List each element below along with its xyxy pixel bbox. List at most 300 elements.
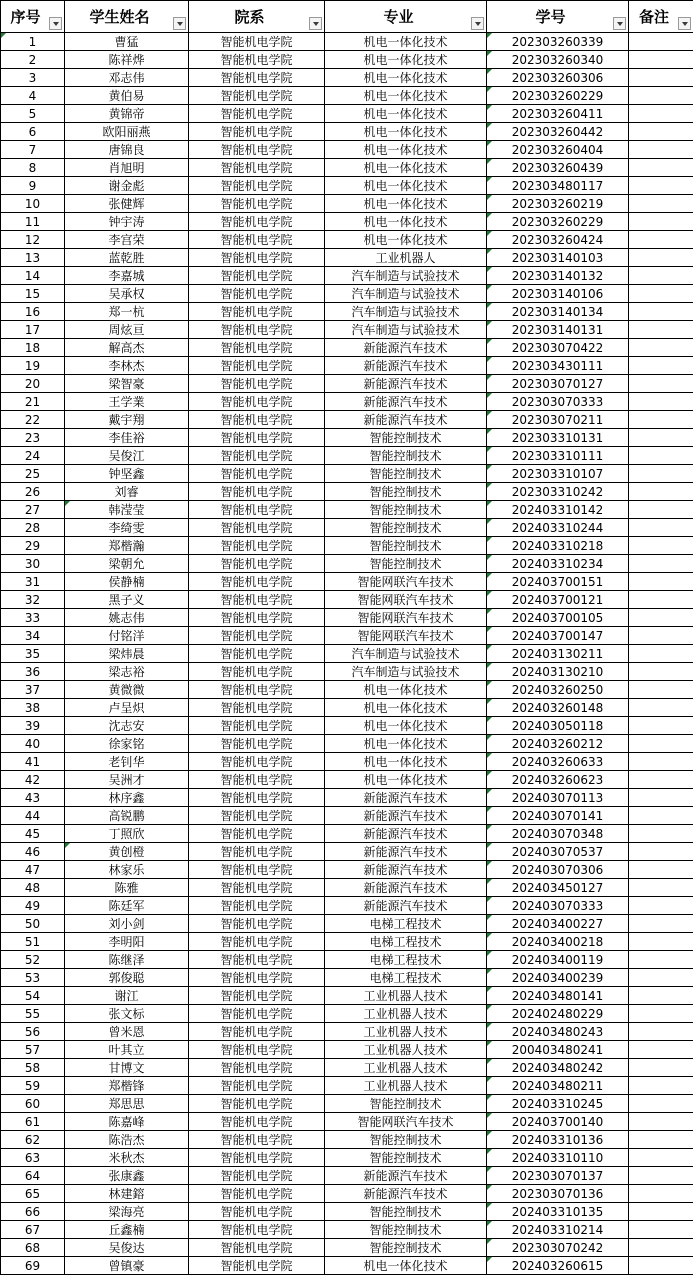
index-cell[interactable]: 26 bbox=[1, 483, 65, 501]
major-cell[interactable]: 机电一体化技术 bbox=[325, 87, 487, 105]
index-cell[interactable]: 53 bbox=[1, 969, 65, 987]
student-id-cell[interactable]: 202303140134 bbox=[487, 303, 629, 321]
major-cell[interactable]: 智能网联汽车技术 bbox=[325, 609, 487, 627]
student-id-cell[interactable]: 202303260219 bbox=[487, 195, 629, 213]
department-cell[interactable]: 智能机电学院 bbox=[189, 609, 325, 627]
department-cell[interactable]: 智能机电学院 bbox=[189, 375, 325, 393]
name-cell[interactable]: 邓志伟 bbox=[65, 69, 189, 87]
remarks-cell[interactable] bbox=[629, 51, 693, 69]
index-cell[interactable]: 12 bbox=[1, 231, 65, 249]
major-cell[interactable]: 智能控制技术 bbox=[325, 555, 487, 573]
name-cell[interactable]: 陈继泽 bbox=[65, 951, 189, 969]
department-cell[interactable]: 智能机电学院 bbox=[189, 825, 325, 843]
name-cell[interactable]: 老钊华 bbox=[65, 753, 189, 771]
department-cell[interactable]: 智能机电学院 bbox=[189, 393, 325, 411]
student-id-cell[interactable]: 202303140103 bbox=[487, 249, 629, 267]
name-cell[interactable]: 曹猛 bbox=[65, 33, 189, 51]
student-id-cell[interactable]: 202303140131 bbox=[487, 321, 629, 339]
name-cell[interactable]: 吴洲才 bbox=[65, 771, 189, 789]
name-cell[interactable]: 唐锦良 bbox=[65, 141, 189, 159]
index-cell[interactable]: 13 bbox=[1, 249, 65, 267]
student-id-cell[interactable]: 202403400218 bbox=[487, 933, 629, 951]
remarks-cell[interactable] bbox=[629, 321, 693, 339]
remarks-cell[interactable] bbox=[629, 627, 693, 645]
major-cell[interactable]: 机电一体化技术 bbox=[325, 195, 487, 213]
name-cell[interactable]: 陈祥烨 bbox=[65, 51, 189, 69]
major-cell[interactable]: 工业机器人技术 bbox=[325, 1005, 487, 1023]
department-cell[interactable]: 智能机电学院 bbox=[189, 429, 325, 447]
remarks-cell[interactable] bbox=[629, 825, 693, 843]
remarks-cell[interactable] bbox=[629, 33, 693, 51]
student-id-cell[interactable]: 202403700105 bbox=[487, 609, 629, 627]
department-cell[interactable]: 智能机电学院 bbox=[189, 231, 325, 249]
major-cell[interactable]: 工业机器人技术 bbox=[325, 1059, 487, 1077]
index-cell[interactable]: 66 bbox=[1, 1203, 65, 1221]
index-cell[interactable]: 54 bbox=[1, 987, 65, 1005]
remarks-cell[interactable] bbox=[629, 105, 693, 123]
name-cell[interactable]: 钟坚鑫 bbox=[65, 465, 189, 483]
student-id-cell[interactable]: 202303260340 bbox=[487, 51, 629, 69]
student-id-cell[interactable]: 202403700147 bbox=[487, 627, 629, 645]
major-cell[interactable]: 新能源汽车技术 bbox=[325, 789, 487, 807]
major-cell[interactable]: 机电一体化技术 bbox=[325, 735, 487, 753]
student-id-cell[interactable]: 202303310131 bbox=[487, 429, 629, 447]
student-id-cell[interactable]: 202403070306 bbox=[487, 861, 629, 879]
department-cell[interactable]: 智能机电学院 bbox=[189, 1095, 325, 1113]
department-cell[interactable]: 智能机电学院 bbox=[189, 501, 325, 519]
name-cell[interactable]: 黄锦帝 bbox=[65, 105, 189, 123]
department-cell[interactable]: 智能机电学院 bbox=[189, 699, 325, 717]
student-id-cell[interactable]: 202303480117 bbox=[487, 177, 629, 195]
remarks-cell[interactable] bbox=[629, 249, 693, 267]
filter-dropdown-icon[interactable] bbox=[173, 17, 186, 30]
name-cell[interactable]: 李嘉城 bbox=[65, 267, 189, 285]
index-cell[interactable]: 67 bbox=[1, 1221, 65, 1239]
department-cell[interactable]: 智能机电学院 bbox=[189, 1131, 325, 1149]
index-cell[interactable]: 37 bbox=[1, 681, 65, 699]
department-cell[interactable]: 智能机电学院 bbox=[189, 879, 325, 897]
student-id-cell[interactable]: 202403310142 bbox=[487, 501, 629, 519]
major-cell[interactable]: 新能源汽车技术 bbox=[325, 357, 487, 375]
student-id-cell[interactable]: 202303430111 bbox=[487, 357, 629, 375]
remarks-cell[interactable] bbox=[629, 843, 693, 861]
index-cell[interactable]: 18 bbox=[1, 339, 65, 357]
department-cell[interactable]: 智能机电学院 bbox=[189, 987, 325, 1005]
name-cell[interactable]: 欧阳丽燕 bbox=[65, 123, 189, 141]
department-cell[interactable]: 智能机电学院 bbox=[189, 897, 325, 915]
major-cell[interactable]: 智能控制技术 bbox=[325, 483, 487, 501]
major-cell[interactable]: 新能源汽车技术 bbox=[325, 411, 487, 429]
remarks-cell[interactable] bbox=[629, 303, 693, 321]
index-cell[interactable]: 40 bbox=[1, 735, 65, 753]
student-id-cell[interactable]: 202403310218 bbox=[487, 537, 629, 555]
remarks-cell[interactable] bbox=[629, 591, 693, 609]
major-cell[interactable]: 智能网联汽车技术 bbox=[325, 1113, 487, 1131]
index-cell[interactable]: 14 bbox=[1, 267, 65, 285]
student-id-cell[interactable]: 202403260148 bbox=[487, 699, 629, 717]
remarks-cell[interactable] bbox=[629, 1203, 693, 1221]
index-cell[interactable]: 16 bbox=[1, 303, 65, 321]
major-cell[interactable]: 汽车制造与试验技术 bbox=[325, 663, 487, 681]
student-id-cell[interactable]: 202403450127 bbox=[487, 879, 629, 897]
name-cell[interactable]: 沈志安 bbox=[65, 717, 189, 735]
major-cell[interactable]: 机电一体化技术 bbox=[325, 33, 487, 51]
student-id-cell[interactable]: 202303310111 bbox=[487, 447, 629, 465]
name-cell[interactable]: 姚志伟 bbox=[65, 609, 189, 627]
major-cell[interactable]: 智能控制技术 bbox=[325, 1095, 487, 1113]
major-cell[interactable]: 机电一体化技术 bbox=[325, 141, 487, 159]
name-cell[interactable]: 曾米恩 bbox=[65, 1023, 189, 1041]
major-cell[interactable]: 智能控制技术 bbox=[325, 1149, 487, 1167]
remarks-cell[interactable] bbox=[629, 1239, 693, 1257]
name-cell[interactable]: 梁朝允 bbox=[65, 555, 189, 573]
department-cell[interactable]: 智能机电学院 bbox=[189, 285, 325, 303]
student-id-cell[interactable]: 202303070211 bbox=[487, 411, 629, 429]
student-id-cell[interactable]: 202303260442 bbox=[487, 123, 629, 141]
name-cell[interactable]: 陈廷军 bbox=[65, 897, 189, 915]
index-cell[interactable]: 38 bbox=[1, 699, 65, 717]
remarks-cell[interactable] bbox=[629, 681, 693, 699]
name-cell[interactable]: 李明阳 bbox=[65, 933, 189, 951]
major-cell[interactable]: 工业机器人技术 bbox=[325, 1077, 487, 1095]
major-cell[interactable]: 新能源汽车技术 bbox=[325, 825, 487, 843]
remarks-cell[interactable] bbox=[629, 375, 693, 393]
student-id-cell[interactable]: 202403310110 bbox=[487, 1149, 629, 1167]
student-id-cell[interactable]: 202403260623 bbox=[487, 771, 629, 789]
remarks-cell[interactable] bbox=[629, 429, 693, 447]
major-cell[interactable]: 电梯工程技术 bbox=[325, 915, 487, 933]
index-cell[interactable]: 9 bbox=[1, 177, 65, 195]
department-cell[interactable]: 智能机电学院 bbox=[189, 627, 325, 645]
student-id-cell[interactable]: 202403070348 bbox=[487, 825, 629, 843]
index-cell[interactable]: 20 bbox=[1, 375, 65, 393]
major-cell[interactable]: 智能控制技术 bbox=[325, 465, 487, 483]
name-cell[interactable]: 梁智豪 bbox=[65, 375, 189, 393]
department-cell[interactable]: 智能机电学院 bbox=[189, 411, 325, 429]
major-cell[interactable]: 新能源汽车技术 bbox=[325, 861, 487, 879]
department-cell[interactable]: 智能机电学院 bbox=[189, 663, 325, 681]
remarks-cell[interactable] bbox=[629, 1095, 693, 1113]
major-cell[interactable]: 新能源汽车技术 bbox=[325, 897, 487, 915]
index-cell[interactable]: 45 bbox=[1, 825, 65, 843]
index-cell[interactable]: 3 bbox=[1, 69, 65, 87]
department-cell[interactable]: 智能机电学院 bbox=[189, 951, 325, 969]
index-cell[interactable]: 34 bbox=[1, 627, 65, 645]
remarks-cell[interactable] bbox=[629, 789, 693, 807]
remarks-cell[interactable] bbox=[629, 699, 693, 717]
student-id-cell[interactable]: 202403480211 bbox=[487, 1077, 629, 1095]
name-cell[interactable]: 解高杰 bbox=[65, 339, 189, 357]
remarks-cell[interactable] bbox=[629, 969, 693, 987]
remarks-cell[interactable] bbox=[629, 879, 693, 897]
department-cell[interactable]: 智能机电学院 bbox=[189, 537, 325, 555]
department-cell[interactable]: 智能机电学院 bbox=[189, 861, 325, 879]
student-id-cell[interactable]: 202403480141 bbox=[487, 987, 629, 1005]
department-cell[interactable]: 智能机电学院 bbox=[189, 915, 325, 933]
department-cell[interactable]: 智能机电学院 bbox=[189, 519, 325, 537]
major-cell[interactable]: 汽车制造与试验技术 bbox=[325, 267, 487, 285]
major-cell[interactable]: 工业机器人技术 bbox=[325, 987, 487, 1005]
major-cell[interactable]: 智能控制技术 bbox=[325, 1239, 487, 1257]
department-cell[interactable]: 智能机电学院 bbox=[189, 1059, 325, 1077]
index-cell[interactable]: 60 bbox=[1, 1095, 65, 1113]
department-cell[interactable]: 智能机电学院 bbox=[189, 843, 325, 861]
student-id-cell[interactable]: 202403070141 bbox=[487, 807, 629, 825]
remarks-cell[interactable] bbox=[629, 177, 693, 195]
department-cell[interactable]: 智能机电学院 bbox=[189, 141, 325, 159]
major-cell[interactable]: 智能控制技术 bbox=[325, 537, 487, 555]
remarks-cell[interactable] bbox=[629, 447, 693, 465]
remarks-cell[interactable] bbox=[629, 393, 693, 411]
name-cell[interactable]: 郑楷瀚 bbox=[65, 537, 189, 555]
department-cell[interactable]: 智能机电学院 bbox=[189, 1113, 325, 1131]
major-cell[interactable]: 新能源汽车技术 bbox=[325, 1167, 487, 1185]
index-cell[interactable]: 2 bbox=[1, 51, 65, 69]
name-cell[interactable]: 刘小剑 bbox=[65, 915, 189, 933]
student-id-cell[interactable]: 202303070333 bbox=[487, 393, 629, 411]
student-id-cell[interactable]: 202403310136 bbox=[487, 1131, 629, 1149]
remarks-cell[interactable] bbox=[629, 231, 693, 249]
index-cell[interactable]: 61 bbox=[1, 1113, 65, 1131]
student-id-cell[interactable]: 202403480242 bbox=[487, 1059, 629, 1077]
name-cell[interactable]: 黄创橙 bbox=[65, 843, 189, 861]
department-cell[interactable]: 智能机电学院 bbox=[189, 483, 325, 501]
name-cell[interactable]: 付铭洋 bbox=[65, 627, 189, 645]
name-cell[interactable]: 叶其立 bbox=[65, 1041, 189, 1059]
index-cell[interactable]: 4 bbox=[1, 87, 65, 105]
name-cell[interactable]: 黄微微 bbox=[65, 681, 189, 699]
major-cell[interactable]: 新能源汽车技术 bbox=[325, 1185, 487, 1203]
index-cell[interactable]: 52 bbox=[1, 951, 65, 969]
remarks-cell[interactable] bbox=[629, 213, 693, 231]
student-id-cell[interactable]: 202303070242 bbox=[487, 1239, 629, 1257]
major-cell[interactable]: 电梯工程技术 bbox=[325, 933, 487, 951]
name-cell[interactable]: 吴俊江 bbox=[65, 447, 189, 465]
name-cell[interactable]: 张健辉 bbox=[65, 195, 189, 213]
remarks-cell[interactable] bbox=[629, 195, 693, 213]
department-cell[interactable]: 智能机电学院 bbox=[189, 1203, 325, 1221]
student-id-cell[interactable]: 202403310244 bbox=[487, 519, 629, 537]
name-cell[interactable]: 曾镇豪 bbox=[65, 1257, 189, 1275]
name-cell[interactable]: 林建鎔 bbox=[65, 1185, 189, 1203]
remarks-cell[interactable] bbox=[629, 771, 693, 789]
major-cell[interactable]: 汽车制造与试验技术 bbox=[325, 321, 487, 339]
department-cell[interactable]: 智能机电学院 bbox=[189, 1005, 325, 1023]
name-cell[interactable]: 侯静楠 bbox=[65, 573, 189, 591]
name-cell[interactable]: 陈雅 bbox=[65, 879, 189, 897]
major-cell[interactable]: 智能控制技术 bbox=[325, 519, 487, 537]
remarks-cell[interactable] bbox=[629, 1185, 693, 1203]
department-cell[interactable]: 智能机电学院 bbox=[189, 573, 325, 591]
remarks-cell[interactable] bbox=[629, 915, 693, 933]
remarks-cell[interactable] bbox=[629, 1077, 693, 1095]
index-cell[interactable]: 21 bbox=[1, 393, 65, 411]
major-cell[interactable]: 机电一体化技术 bbox=[325, 159, 487, 177]
department-cell[interactable]: 智能机电学院 bbox=[189, 33, 325, 51]
index-cell[interactable]: 19 bbox=[1, 357, 65, 375]
index-cell[interactable]: 7 bbox=[1, 141, 65, 159]
name-cell[interactable]: 陈嘉峰 bbox=[65, 1113, 189, 1131]
major-cell[interactable]: 机电一体化技术 bbox=[325, 69, 487, 87]
student-id-cell[interactable]: 202403260250 bbox=[487, 681, 629, 699]
remarks-cell[interactable] bbox=[629, 609, 693, 627]
student-id-cell[interactable]: 202303260229 bbox=[487, 213, 629, 231]
student-id-cell[interactable]: 202403310234 bbox=[487, 555, 629, 573]
major-cell[interactable]: 机电一体化技术 bbox=[325, 213, 487, 231]
student-id-cell[interactable]: 202303140132 bbox=[487, 267, 629, 285]
major-cell[interactable]: 新能源汽车技术 bbox=[325, 843, 487, 861]
department-cell[interactable]: 智能机电学院 bbox=[189, 195, 325, 213]
index-cell[interactable]: 29 bbox=[1, 537, 65, 555]
major-cell[interactable]: 电梯工程技术 bbox=[325, 951, 487, 969]
major-cell[interactable]: 汽车制造与试验技术 bbox=[325, 303, 487, 321]
name-cell[interactable]: 谢金彪 bbox=[65, 177, 189, 195]
index-cell[interactable]: 41 bbox=[1, 753, 65, 771]
department-cell[interactable]: 智能机电学院 bbox=[189, 1023, 325, 1041]
major-cell[interactable]: 智能控制技术 bbox=[325, 1221, 487, 1239]
index-cell[interactable]: 25 bbox=[1, 465, 65, 483]
major-cell[interactable]: 智能控制技术 bbox=[325, 429, 487, 447]
index-cell[interactable]: 44 bbox=[1, 807, 65, 825]
major-cell[interactable]: 智能控制技术 bbox=[325, 1203, 487, 1221]
major-cell[interactable]: 汽车制造与试验技术 bbox=[325, 645, 487, 663]
student-id-cell[interactable]: 202403260633 bbox=[487, 753, 629, 771]
name-cell[interactable]: 丁照欣 bbox=[65, 825, 189, 843]
student-id-cell[interactable]: 202403070537 bbox=[487, 843, 629, 861]
index-cell[interactable]: 49 bbox=[1, 897, 65, 915]
name-cell[interactable]: 梁志裕 bbox=[65, 663, 189, 681]
index-cell[interactable]: 33 bbox=[1, 609, 65, 627]
department-cell[interactable]: 智能机电学院 bbox=[189, 339, 325, 357]
student-id-cell[interactable]: 202403400239 bbox=[487, 969, 629, 987]
major-cell[interactable]: 新能源汽车技术 bbox=[325, 879, 487, 897]
index-cell[interactable]: 48 bbox=[1, 879, 65, 897]
index-cell[interactable]: 35 bbox=[1, 645, 65, 663]
name-cell[interactable]: 李佳裕 bbox=[65, 429, 189, 447]
student-id-cell[interactable]: 202403310214 bbox=[487, 1221, 629, 1239]
student-id-cell[interactable]: 202303260411 bbox=[487, 105, 629, 123]
major-cell[interactable]: 智能控制技术 bbox=[325, 1131, 487, 1149]
department-cell[interactable]: 智能机电学院 bbox=[189, 447, 325, 465]
index-cell[interactable]: 23 bbox=[1, 429, 65, 447]
student-id-cell[interactable]: 202303070136 bbox=[487, 1185, 629, 1203]
filter-dropdown-icon[interactable] bbox=[471, 17, 484, 30]
remarks-cell[interactable] bbox=[629, 951, 693, 969]
department-cell[interactable]: 智能机电学院 bbox=[189, 1185, 325, 1203]
name-cell[interactable]: 黑子义 bbox=[65, 591, 189, 609]
department-cell[interactable]: 智能机电学院 bbox=[189, 1149, 325, 1167]
remarks-cell[interactable] bbox=[629, 411, 693, 429]
major-cell[interactable]: 机电一体化技术 bbox=[325, 753, 487, 771]
index-cell[interactable]: 31 bbox=[1, 573, 65, 591]
index-cell[interactable]: 63 bbox=[1, 1149, 65, 1167]
remarks-cell[interactable] bbox=[629, 735, 693, 753]
remarks-cell[interactable] bbox=[629, 717, 693, 735]
student-id-cell[interactable]: 202403400227 bbox=[487, 915, 629, 933]
index-cell[interactable]: 50 bbox=[1, 915, 65, 933]
department-cell[interactable]: 智能机电学院 bbox=[189, 177, 325, 195]
major-cell[interactable]: 机电一体化技术 bbox=[325, 717, 487, 735]
major-cell[interactable]: 汽车制造与试验技术 bbox=[325, 285, 487, 303]
remarks-cell[interactable] bbox=[629, 69, 693, 87]
name-cell[interactable]: 米秋杰 bbox=[65, 1149, 189, 1167]
student-id-cell[interactable]: 202303070127 bbox=[487, 375, 629, 393]
name-cell[interactable]: 林序鑫 bbox=[65, 789, 189, 807]
index-cell[interactable]: 47 bbox=[1, 861, 65, 879]
index-cell[interactable]: 68 bbox=[1, 1239, 65, 1257]
filter-dropdown-icon[interactable] bbox=[309, 17, 322, 30]
department-cell[interactable]: 智能机电学院 bbox=[189, 249, 325, 267]
major-cell[interactable]: 新能源汽车技术 bbox=[325, 807, 487, 825]
student-id-cell[interactable]: 202403260615 bbox=[487, 1257, 629, 1275]
index-cell[interactable]: 24 bbox=[1, 447, 65, 465]
department-cell[interactable]: 智能机电学院 bbox=[189, 87, 325, 105]
name-cell[interactable]: 黄伯易 bbox=[65, 87, 189, 105]
department-cell[interactable]: 智能机电学院 bbox=[189, 591, 325, 609]
remarks-cell[interactable] bbox=[629, 123, 693, 141]
remarks-cell[interactable] bbox=[629, 933, 693, 951]
index-cell[interactable]: 69 bbox=[1, 1257, 65, 1275]
department-cell[interactable]: 智能机电学院 bbox=[189, 1077, 325, 1095]
remarks-cell[interactable] bbox=[629, 285, 693, 303]
remarks-cell[interactable] bbox=[629, 555, 693, 573]
major-cell[interactable]: 智能控制技术 bbox=[325, 501, 487, 519]
department-cell[interactable]: 智能机电学院 bbox=[189, 51, 325, 69]
remarks-cell[interactable] bbox=[629, 753, 693, 771]
major-cell[interactable]: 智能网联汽车技术 bbox=[325, 573, 487, 591]
major-cell[interactable]: 机电一体化技术 bbox=[325, 177, 487, 195]
name-cell[interactable]: 戴宇翔 bbox=[65, 411, 189, 429]
student-id-cell[interactable]: 202403070333 bbox=[487, 897, 629, 915]
department-cell[interactable]: 智能机电学院 bbox=[189, 1041, 325, 1059]
department-cell[interactable]: 智能机电学院 bbox=[189, 69, 325, 87]
student-id-cell[interactable]: 202403260212 bbox=[487, 735, 629, 753]
name-cell[interactable]: 陈浩杰 bbox=[65, 1131, 189, 1149]
name-cell[interactable]: 徐家铭 bbox=[65, 735, 189, 753]
index-cell[interactable]: 57 bbox=[1, 1041, 65, 1059]
remarks-cell[interactable] bbox=[629, 663, 693, 681]
remarks-cell[interactable] bbox=[629, 519, 693, 537]
name-cell[interactable]: 蓝乾胜 bbox=[65, 249, 189, 267]
index-cell[interactable]: 59 bbox=[1, 1077, 65, 1095]
major-cell[interactable]: 工业机器人技术 bbox=[325, 1023, 487, 1041]
name-cell[interactable]: 张文标 bbox=[65, 1005, 189, 1023]
major-cell[interactable]: 电梯工程技术 bbox=[325, 969, 487, 987]
remarks-cell[interactable] bbox=[629, 87, 693, 105]
remarks-cell[interactable] bbox=[629, 465, 693, 483]
index-cell[interactable]: 51 bbox=[1, 933, 65, 951]
student-id-cell[interactable]: 202403400119 bbox=[487, 951, 629, 969]
filter-dropdown-icon[interactable] bbox=[678, 17, 691, 30]
major-cell[interactable]: 机电一体化技术 bbox=[325, 1257, 487, 1275]
department-cell[interactable]: 智能机电学院 bbox=[189, 213, 325, 231]
student-id-cell[interactable]: 202303070422 bbox=[487, 339, 629, 357]
major-cell[interactable]: 机电一体化技术 bbox=[325, 105, 487, 123]
department-cell[interactable]: 智能机电学院 bbox=[189, 105, 325, 123]
remarks-cell[interactable] bbox=[629, 1131, 693, 1149]
department-cell[interactable]: 智能机电学院 bbox=[189, 1239, 325, 1257]
index-cell[interactable]: 11 bbox=[1, 213, 65, 231]
department-cell[interactable]: 智能机电学院 bbox=[189, 1167, 325, 1185]
remarks-cell[interactable] bbox=[629, 483, 693, 501]
name-cell[interactable]: 钟宇涛 bbox=[65, 213, 189, 231]
student-id-cell[interactable]: 202303260439 bbox=[487, 159, 629, 177]
index-cell[interactable]: 28 bbox=[1, 519, 65, 537]
index-cell[interactable]: 22 bbox=[1, 411, 65, 429]
department-cell[interactable]: 智能机电学院 bbox=[189, 753, 325, 771]
student-id-cell[interactable]: 202403700151 bbox=[487, 573, 629, 591]
department-cell[interactable]: 智能机电学院 bbox=[189, 789, 325, 807]
